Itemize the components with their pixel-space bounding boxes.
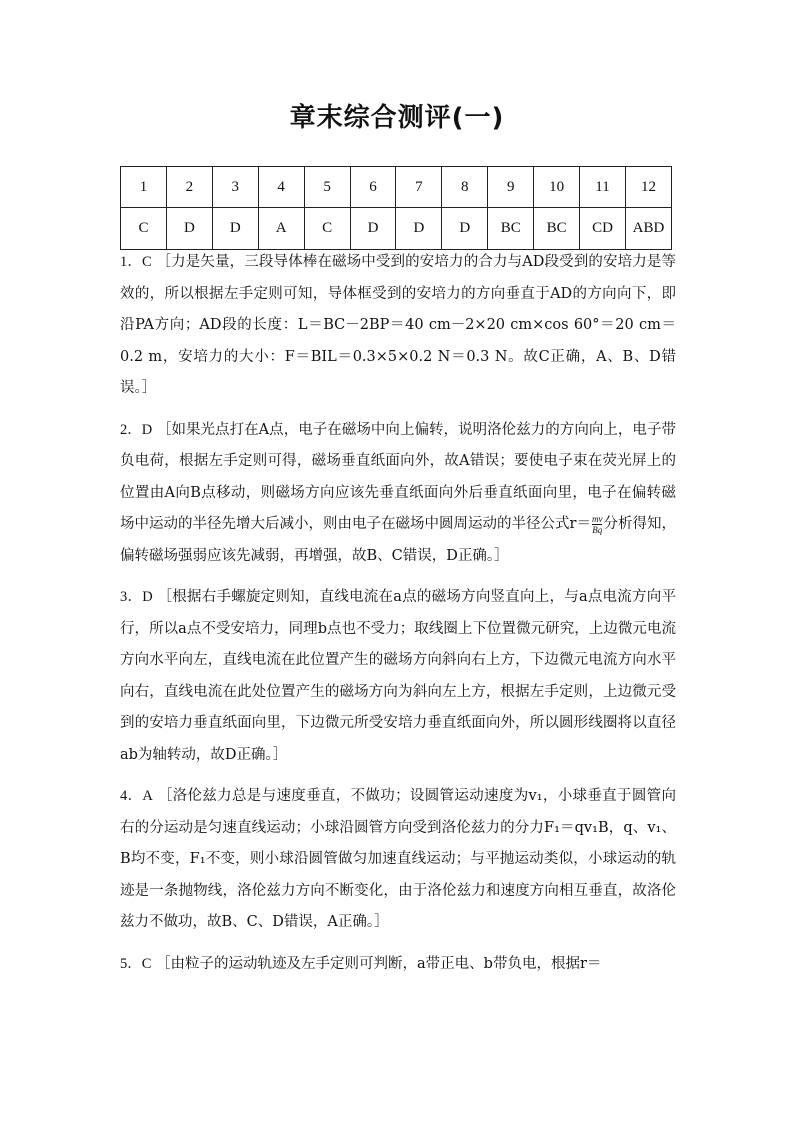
question-number-cell: 11 xyxy=(580,167,626,208)
explanation-text: ［根据右手螺旋定则知，直线电流在a点的磁场方向竖直向上，与a点电流方向平行，所以a点不受安培力，同理b点也不受力；取线圈上下位置微元研究，上边微元电流方向水平向左，直线电流在此位置产生的磁场方向斜向右上方，下边微元电流方向水平向右，直线电流在此处位置产生的磁场方向为斜向左上方，根据左手定则，上边微元受到的安培力垂直纸面向里，下边微元所受安培力垂直纸面向外，所以圆形线圈将以直径ab为轴转动，故D正确。］ xyxy=(120,589,676,763)
answer-cell: D xyxy=(350,208,396,250)
question-number-cell: 5 xyxy=(304,167,350,208)
answer-cell: BC xyxy=(488,208,534,250)
question-number-cell: 7 xyxy=(396,167,442,208)
answer-cell: C xyxy=(304,208,350,250)
explanation-text: ［由粒子的运动轨迹及左手定则可判断，a带正电、b带负电，根据r＝ xyxy=(156,955,602,972)
question-number-cell: 3 xyxy=(212,167,258,208)
question-number-cell: 2 xyxy=(166,167,212,208)
answer-cell: ABD xyxy=(625,208,671,250)
answer-cell: D xyxy=(442,208,488,250)
question-number-cell: 10 xyxy=(534,167,580,208)
explanation-5 xyxy=(120,949,676,981)
explanation-number: 1．C xyxy=(120,254,152,270)
answer-cell: D xyxy=(212,208,258,250)
explanation-number: 2．D xyxy=(120,421,153,438)
explanation-number: 3．D xyxy=(120,589,153,605)
question-number-cell: 1 xyxy=(121,167,167,208)
answer-cell: BC xyxy=(534,208,580,250)
fraction-denominator: Bq xyxy=(592,524,603,535)
explanation-text: 分析得知，偏转磁场强弱应该先减弱，再增强，故B、C错误，D正确。］ xyxy=(120,516,676,564)
question-number-cell: 9 xyxy=(488,167,534,208)
explanation-4 xyxy=(120,781,676,939)
radius-formula-fraction xyxy=(592,514,603,535)
explanations xyxy=(120,247,676,990)
answer-cell: D xyxy=(396,208,442,250)
explanation-1 xyxy=(120,247,676,405)
explanation-text: ［洛伦兹力总是与速度垂直，不做功；设圆管运动速度为v₁，小球垂直于圆管向右的分运动是匀速直线运动；小球沿圆管方向受到洛伦兹力的分力F₁＝qv₁B，q、v₁、B均不变，F₁不变，则小球沿圆管做匀加速直线运动；与平抛运动类似，小球运动的轨迹是一条抛物线，洛伦兹力方向不断变化，由于洛伦兹力和速度方向相互垂直，故洛伦兹力不做功，故B、C、D错误，A正确。］ xyxy=(120,788,676,930)
explanation-number: 4．A xyxy=(120,788,153,804)
answer-cell: CD xyxy=(580,208,626,250)
explanation-text: ［力是矢量，三段导体棒在磁场中受到的安培力的合力与AD段受到的安培力是等效的，所以根据左手定则可知，导体框受到的安培力的方向垂直于AD的方向向下，即沿PA方向；AD段的长度：L＝BC－2BP＝40 cm－2×20 cm×cos 60°＝20 cm＝0.2 m，安培力的大小：F＝BIL＝0.3×5×0.2 N＝0.3 N。故C正确，A、B、D错误。］ xyxy=(120,254,676,396)
answer-cell: C xyxy=(121,208,167,250)
answer-table-answer-row xyxy=(121,208,672,250)
answer-cell: D xyxy=(166,208,212,250)
answer-table xyxy=(120,166,672,250)
question-number-cell: 4 xyxy=(258,167,304,208)
explanation-text: ［如果光点打在A点，电子在磁场中向上偏转，说明洛伦兹力的方向向上，电子带负电荷，根据左手定则可得，磁场垂直纸面向外，故A错误；要使电子束在荧光屏上的位置由A向B点移动，则磁场方向应该先垂直纸面向外后垂直纸面向里，电子在偏转磁场中运动的半径先增大后减小，则由电子在磁场中圆周运动的半径公式r＝ xyxy=(120,421,676,532)
question-number-cell: 8 xyxy=(442,167,488,208)
answer-table-number-row xyxy=(121,167,672,208)
fraction-numerator: mv xyxy=(591,513,603,524)
answer-cell: A xyxy=(258,208,304,250)
question-number-cell: 12 xyxy=(625,167,671,208)
question-number-cell: 6 xyxy=(350,167,396,208)
explanation-3 xyxy=(120,582,676,771)
page-title: 章末综合测评(一) xyxy=(289,103,505,133)
explanation-number: 5．C xyxy=(120,955,152,972)
explanation-2 xyxy=(120,415,676,573)
